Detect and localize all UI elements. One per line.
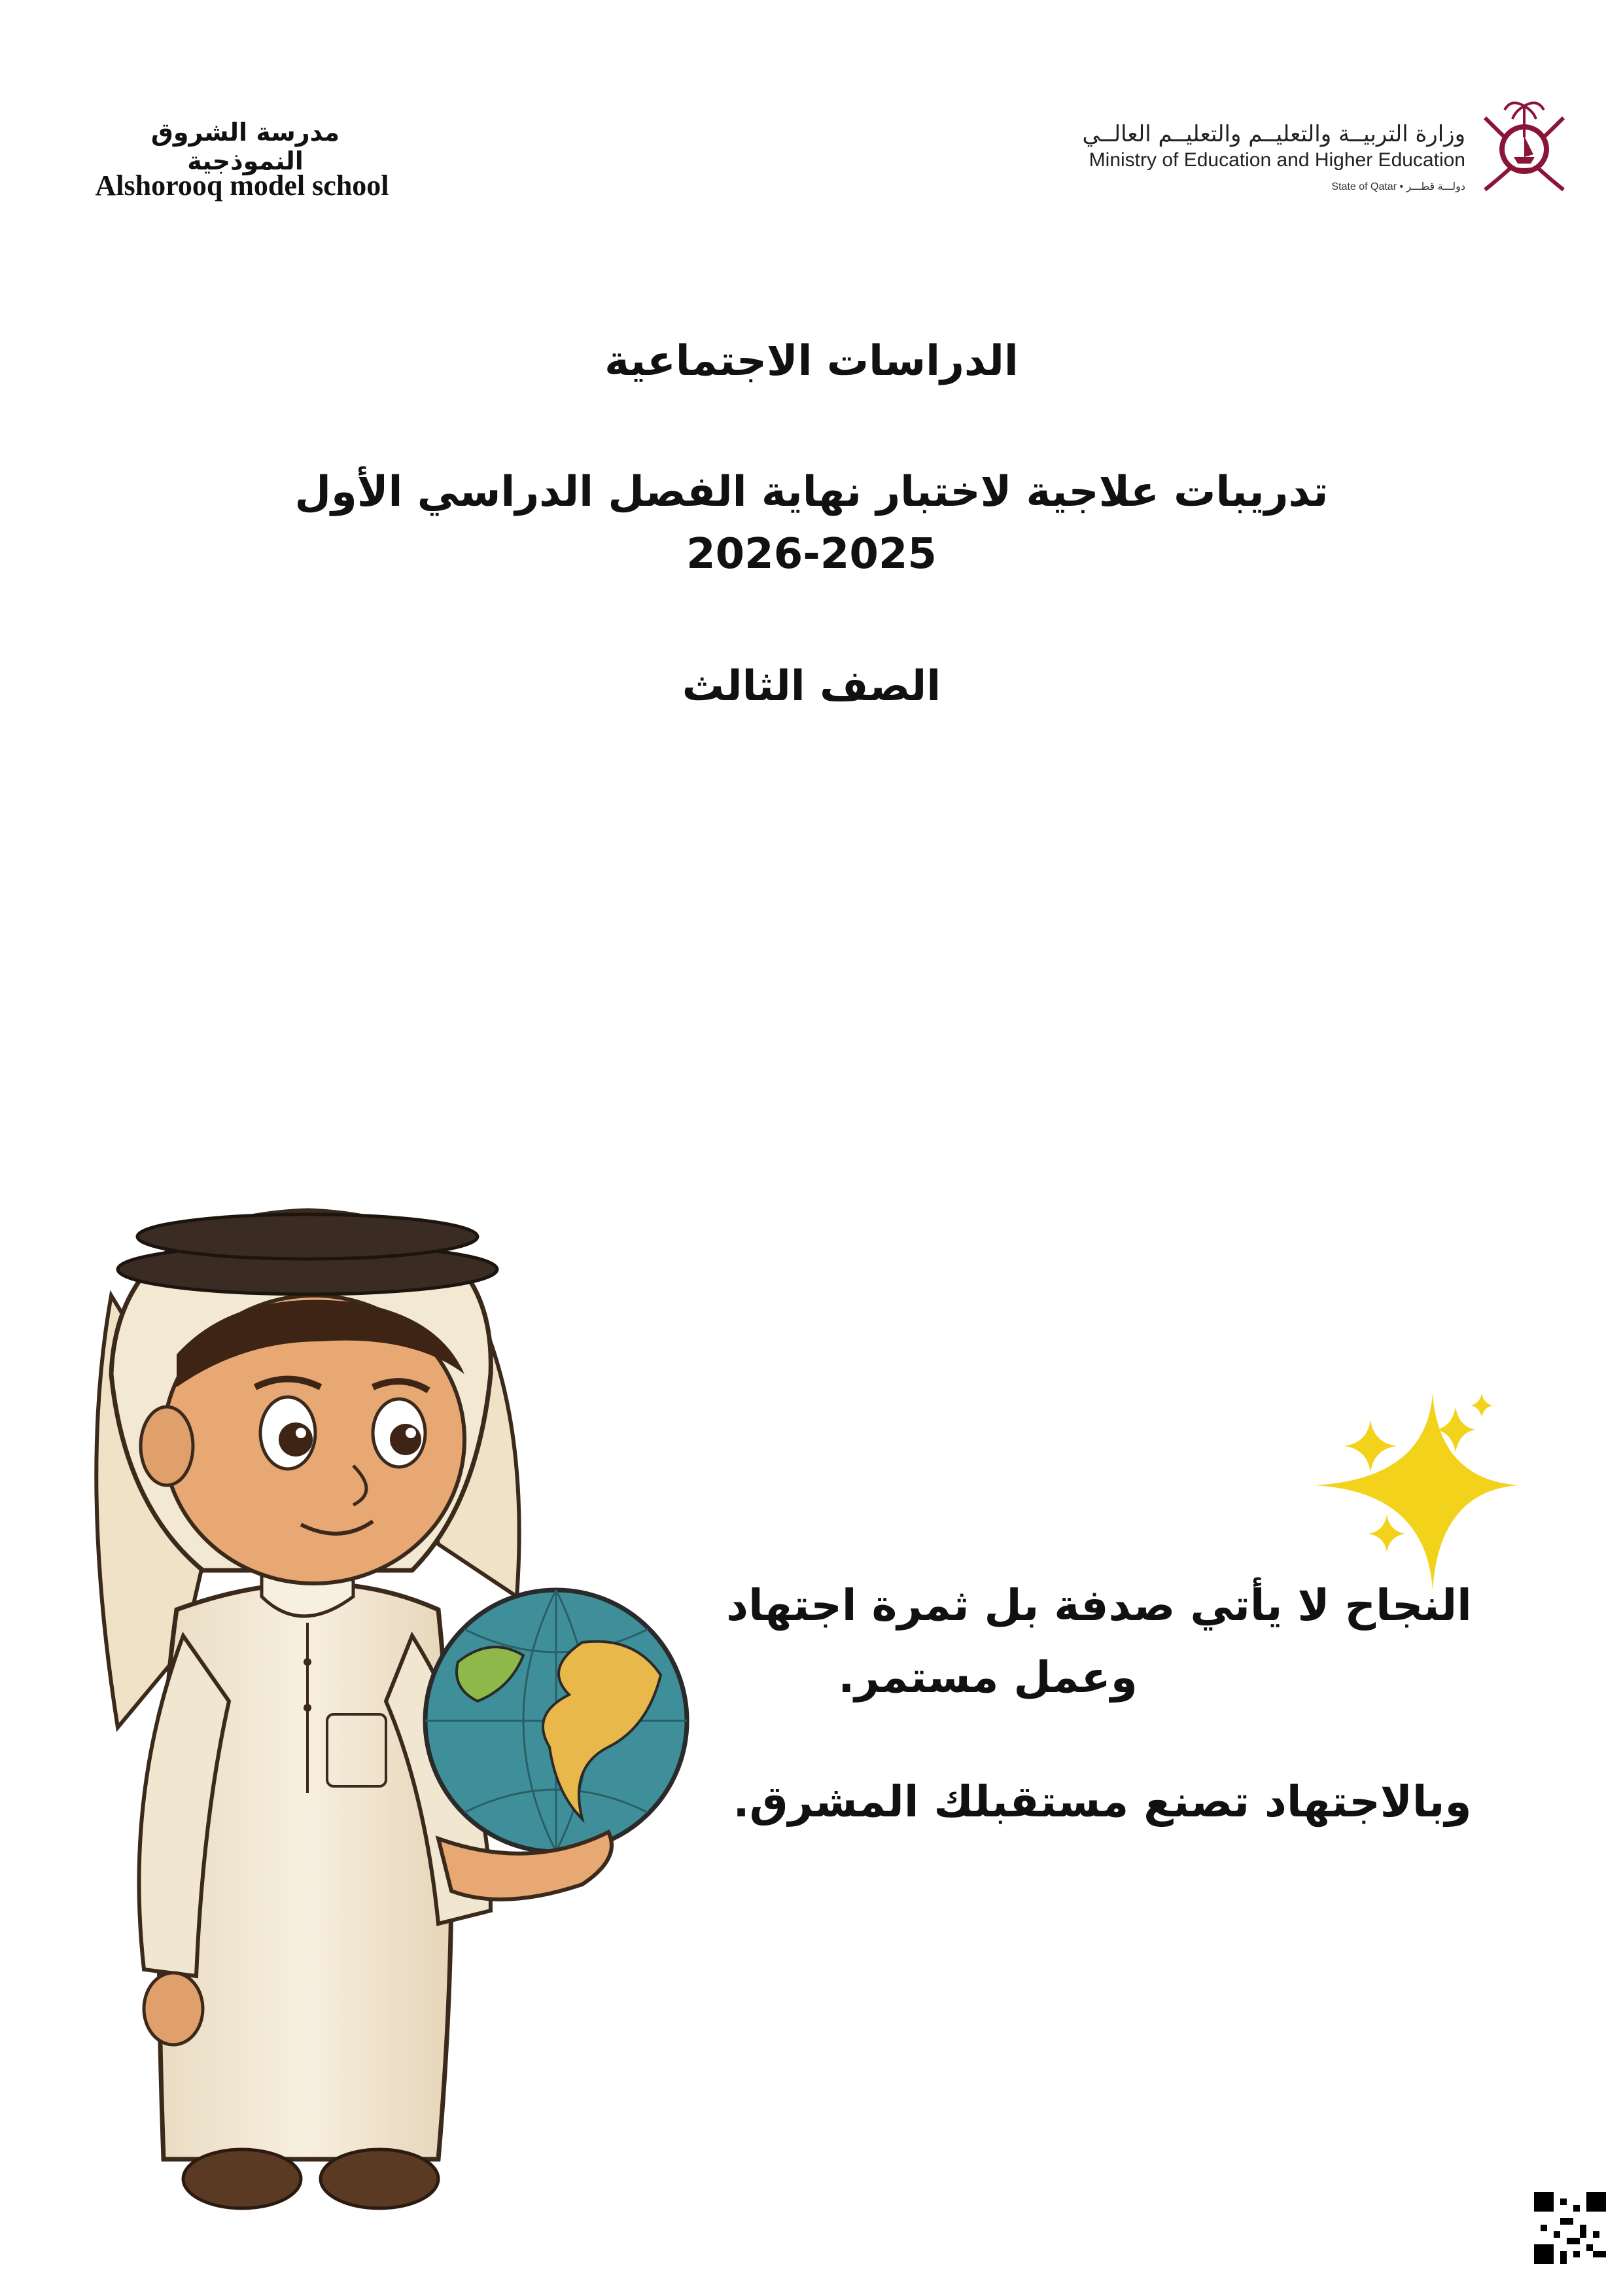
motivational-quote-line-2: وعمل مستمر. [838, 1652, 1138, 1703]
subject-title: الدراسات الاجتماعية [604, 337, 1019, 385]
grade-label: الصف الثالث [682, 662, 941, 711]
ministry-state-label: State of Qatar • دولـــة قطـــر [1331, 181, 1465, 192]
school-name-arabic: مدرسة الشروق النموذجية [150, 118, 340, 175]
motivational-quote-line-3: وبالاجتهاد تصنع مستقبلك المشرق. [733, 1776, 1472, 1827]
ministry-name-english: Ministry of Education and Higher Education [1089, 149, 1465, 171]
qr-code-icon[interactable] [1534, 2192, 1606, 2264]
motivational-quote-line-1: النجاح لا يأتي صدفة بل ثمرة اجتهاد [726, 1580, 1472, 1631]
sparkles-icon [1308, 1381, 1524, 1603]
qatar-emblem-icon [1472, 92, 1577, 200]
boy-holding-globe-illustration [72, 1139, 726, 2238]
academic-year: 2026-2025 [686, 530, 937, 578]
ministry-name-arabic: وزارة التربيــة والتعليــم والتعليــم العالــي [1082, 121, 1465, 147]
school-name-english: Alshorooq model school [95, 169, 389, 202]
exercise-title: تدريبات علاجية لاختبار نهاية الفصل الدراسي الأول [294, 468, 1329, 516]
